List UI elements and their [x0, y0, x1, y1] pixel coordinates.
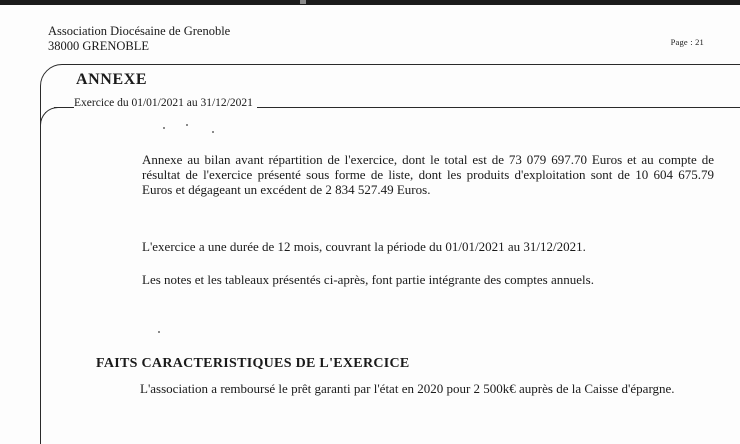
frame-inner-curve — [40, 107, 80, 147]
faits-paragraph: L'association a remboursé le prêt garanti par l'état en 2020 pour 2 500k€ auprès de la Caisse d'épargne. — [140, 381, 675, 396]
organization-city: 38000 GRENOBLE — [48, 38, 150, 53]
exercise-period: Exercice du 01/01/2021 au 31/12/2021 — [74, 97, 257, 109]
bilan-paragraph: Annexe au bilan avant répartition de l'exercice, dont le total est de 73 079 697.70 Euros et au compte de résultat de l'exercice présenté sous forme de liste, dont les produits d'exploitation sont de 10 604 675.79 Euros et dégageant un excédent de 2 834 527.49 Euros. — [142, 152, 714, 197]
scan-speck — [212, 131, 214, 133]
scan-top-edge — [0, 0, 740, 5]
scan-speck — [186, 124, 188, 126]
notes-paragraph: Les notes et les tableaux présentés ci-après, font partie intégrante des comptes annuels. — [142, 272, 594, 287]
annexe-title: ANNEXE — [76, 71, 148, 88]
duree-paragraph: L'exercice a une durée de 12 mois, couvrant la période du 01/01/2021 au 31/12/2021. — [142, 239, 586, 254]
scan-speck — [158, 331, 160, 333]
scan-speck — [163, 127, 165, 129]
section-title-faits: FAITS CARACTERISTIQUES DE L'EXERCICE — [96, 356, 410, 371]
scan-mark — [300, 0, 306, 4]
page-number: Page : 21 — [670, 37, 704, 47]
organization-block — [48, 24, 230, 53]
organization-name: Association Diocésaine de Grenoble — [48, 24, 231, 38]
